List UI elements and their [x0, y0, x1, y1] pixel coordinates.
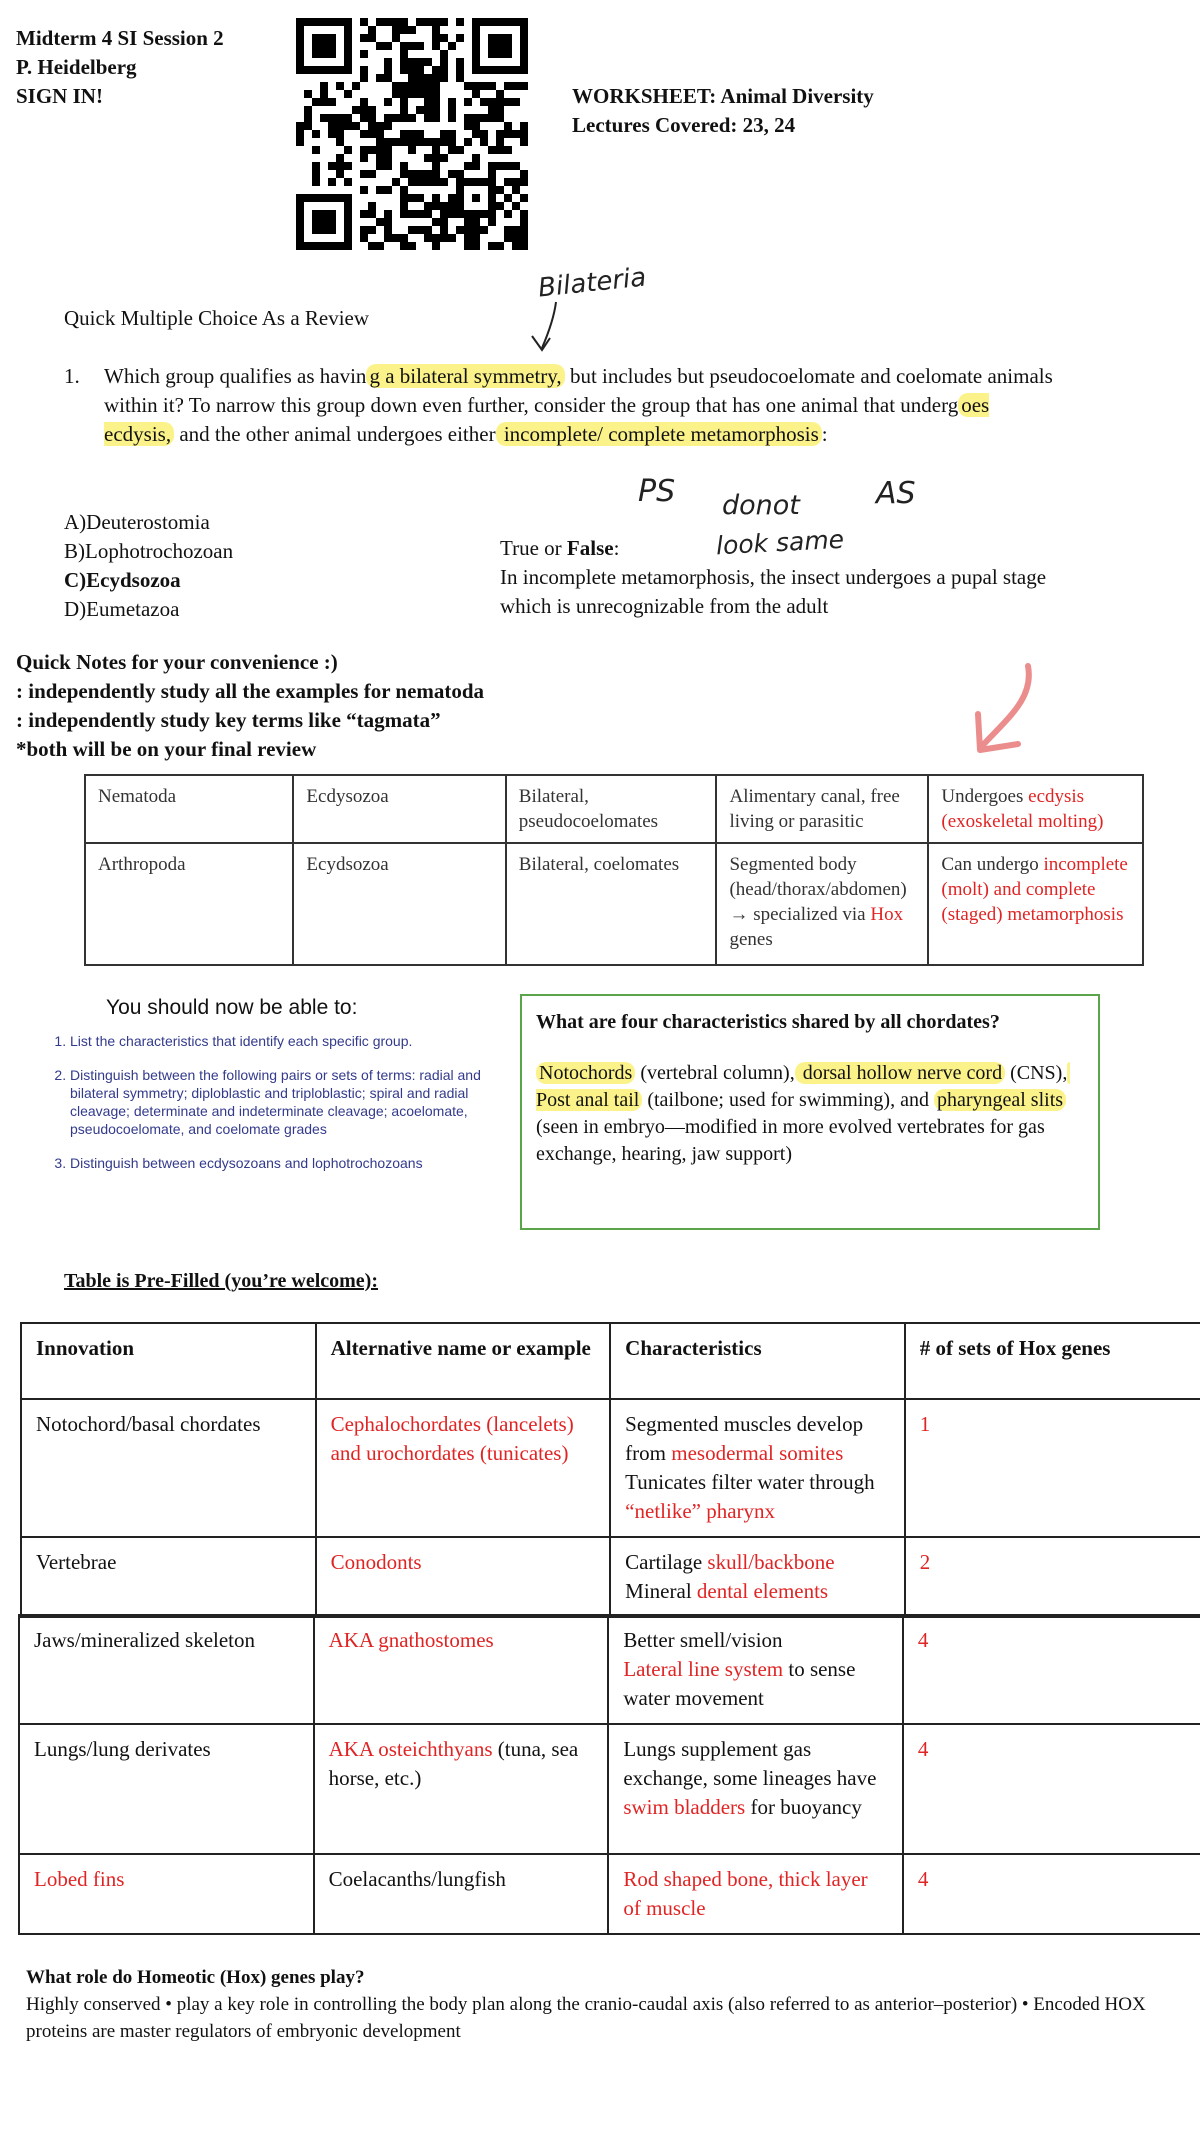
table-cell: Jaws/mineralized skeleton [19, 1615, 314, 1724]
qr-code[interactable] [296, 18, 528, 250]
hox-question: What role do Homeotic (Hox) genes play? [26, 1967, 365, 1988]
table-cell: Vertebrae [21, 1537, 316, 1617]
table-row [85, 775, 1143, 843]
hox-section [26, 1964, 1166, 2045]
table-cell: Ecydsozoa [293, 843, 505, 965]
table-cell: Cephalochordates (lancelets) and urochordates (tunicates) [316, 1399, 611, 1537]
table-cell: Lungs/lung derivates [19, 1724, 314, 1854]
table-cell: AKA osteichthyans (tuna, sea horse, etc.) [314, 1724, 609, 1854]
objective-item: 1. List the characteristics that identify each specific group. [70, 1032, 490, 1050]
table-cell: 1 [905, 1399, 1200, 1537]
table-header-row [21, 1323, 1200, 1399]
chordates-question: What are four characteristics shared by all chordates? [536, 1011, 1000, 1033]
table-cell: Conodonts [316, 1537, 611, 1617]
table-cell: Undergoes ecdysis (exoskeletal molting) [928, 775, 1143, 843]
question-text: Which group qualifies as havin g a bilateral symmetry, but includes but pseudocoelomate and coelomate animals within it? To narrow this group down even further, consider the group that has one animal that underg oes ecdysis, and the other animal undergoes either incomplete/ complete metamorphosis : [104, 364, 1053, 446]
annotation-pink-arrow [968, 658, 1048, 758]
sign-in-label: SIGN IN! [16, 84, 103, 108]
table-cell: Bilateral, pseudocoelomates [506, 775, 717, 843]
header-alternative-name: Alternative name or example [316, 1323, 611, 1399]
table-cell: Lungs supplement gas exchange, some lineages have swim bladders for buoyancy [608, 1724, 902, 1854]
notes-line: : independently study key terms like “tagmata” [16, 708, 441, 732]
table-cell: Alimentary canal, free living or parasitic [716, 775, 928, 843]
highlight-bilateral: g a bilateral symmetry, [366, 364, 564, 388]
table-cell: Ecdysozoa [293, 775, 505, 843]
session-title: Midterm 4 SI Session 2 [16, 26, 224, 50]
true-false-label: True or False: [500, 536, 620, 560]
header-innovation: Innovation [21, 1323, 316, 1399]
table-cell: Rod shaped bone, thick layer of muscle [608, 1854, 902, 1934]
table-cell: Coelacanths/lungfish [314, 1854, 609, 1934]
header-characteristics: Characteristics [610, 1323, 905, 1399]
objectives-list [14, 1032, 490, 1172]
option-a[interactable]: A)Deuterostomia [64, 510, 210, 534]
table-cell: Nematoda [85, 775, 293, 843]
session-header [16, 24, 224, 111]
table-cell: Notochord/basal chordates [21, 1399, 316, 1537]
annotation-donot: donot [722, 490, 800, 521]
table-cell: Cartilage skull/backbone Mineral dental elements [610, 1537, 905, 1617]
notes-line: *both will be on your final review [16, 737, 317, 761]
innovations-table-bottom [18, 1614, 1200, 1935]
notes-line: Quick Notes for your convenience :) [16, 650, 338, 674]
false-answer: False [566, 536, 614, 560]
table-row [21, 1399, 1200, 1537]
annotation-arrow-down [528, 300, 568, 355]
taxa-table [84, 774, 1144, 966]
hox-answer: Highly conserved • play a key role in controlling the body plan along the cranio-caudal axis (also referred to as anterior–posterior) • Encoded HOX proteins are master regulators of embryonic development [26, 1994, 1146, 2042]
header-hox-sets: # of sets of Hox genes [905, 1323, 1200, 1399]
notes-line: : independently study all the examples for nematoda [16, 679, 485, 703]
objective-item: 2. Distinguish between the following pairs or sets of terms: radial and bilateral symmetry; diploblastic and triploblastic; spiral and radial cleavage; determinate and indeterminate cleavage; acoelomate, pseudocoelomate, and coelomate grades [70, 1066, 490, 1138]
quick-notes [16, 648, 484, 764]
annotation-as: AS [876, 476, 916, 511]
objective-item: 3. Distinguish between ecdysozoans and lophotrochozoans [70, 1154, 490, 1172]
table-cell: 4 [903, 1854, 1200, 1934]
table2-title: Table is Pre-Filled (you’re welcome): [64, 1270, 379, 1292]
innovations-table-top [20, 1322, 1200, 1618]
annotation-look-same: look same [715, 524, 845, 561]
table-cell: AKA gnathostomes [314, 1615, 609, 1724]
highlight-metamorphosis: incomplete/ complete metamorphosis [496, 422, 822, 446]
table-cell: Lobed fins [19, 1854, 314, 1934]
chordates-box [520, 994, 1100, 1230]
table-row [21, 1537, 1200, 1617]
option-b[interactable]: B)Lophotrochozoan [64, 539, 234, 563]
table-cell: Can undergo incomplete (molt) and complete (staged) metamorphosis [928, 843, 1143, 965]
table-cell: Bilateral, coelomates [506, 843, 717, 965]
answer-options [64, 508, 233, 624]
true-false-question [500, 534, 1100, 621]
table-cell: Segmented muscles develop from mesodermal somites Tunicates filter water through “netlike” pharynx [610, 1399, 905, 1537]
table-cell: 2 [905, 1537, 1200, 1617]
highlight-ecdysis: oes ecdysis, [104, 393, 990, 446]
lectures-covered: Lectures Covered: 23, 24 [572, 113, 796, 137]
table-row [19, 1854, 1200, 1934]
worksheet-title: Animal Diversity [720, 84, 874, 108]
table-row [19, 1615, 1200, 1724]
worksheet-label: WORKSHEET: [572, 84, 717, 108]
table-cell: Arthropoda [85, 843, 293, 965]
annotation-ps: PS [638, 474, 676, 509]
table-cell: 4 [903, 1724, 1200, 1854]
question-number: 1. [64, 364, 80, 388]
qr-code-image [296, 18, 528, 250]
review-heading: Quick Multiple Choice As a Review [64, 306, 370, 330]
table-cell: 4 [903, 1615, 1200, 1724]
table-cell: Segmented body (head/thorax/abdomen) → specialized via Hox genes [716, 843, 928, 965]
true-false-statement: In incomplete metamorphosis, the insect undergoes a pupal stage which is unrecognizable from the adult [500, 565, 1047, 618]
annotation-bilateria: Bilateria [536, 262, 648, 304]
table-row [85, 843, 1143, 965]
chordates-answer: Notochords (vertebral column), dorsal hollow nerve cord (CNS), Post anal tail (tailbone; used for swimming), and pharyngeal slits (seen in embryo—modified in more evolved vertebrates for gas exchange, hearing, jaw support) [536, 1060, 1084, 1168]
instructor-name: P. Heidelberg [16, 55, 137, 79]
objectives-heading: You should now be able to: [106, 996, 358, 1019]
worksheet-heading [572, 82, 874, 140]
option-c[interactable]: C)Ecydsozoa [64, 568, 181, 592]
table-cell: Better smell/vision Lateral line system to sense water movement [608, 1615, 902, 1724]
option-d[interactable]: D)Eumetazoa [64, 597, 180, 621]
table-row [19, 1724, 1200, 1854]
